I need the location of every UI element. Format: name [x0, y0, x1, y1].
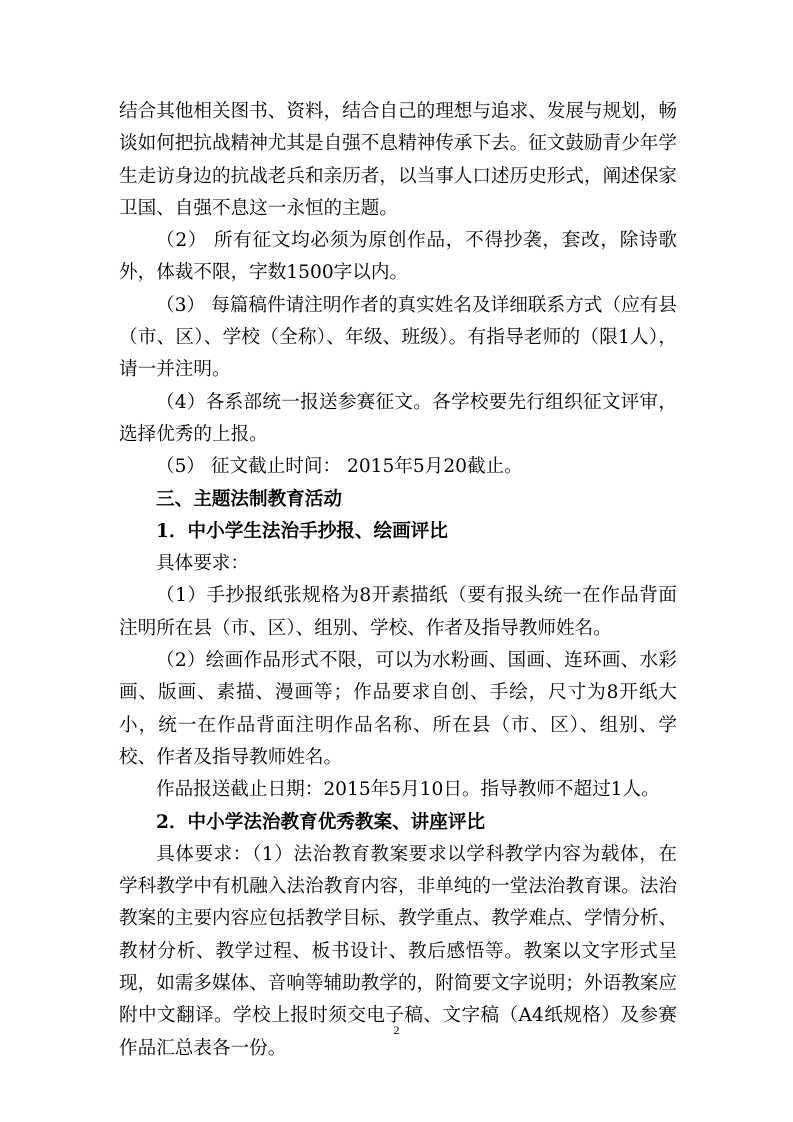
paragraph-continuation: 结合其他相关图书、资料，结合自己的理想与追求、发展与规划，畅谈如何把抗战精神尤其是自强不息精神传承下去。征文鼓励青少年学生走访身边的抗战老兵和亲历者，以当事人口述历史形式，阐述保家卫国、自强不息这一永恒的主题。 [119, 101, 677, 219]
paragraph-painting-spec: （2）绘画作品形式不限，可以为水粉画、国画、连环画、水彩画、版画、素描、漫画等；作品要求自创、手绘，尺寸为8开纸大小，统一在作品背面注明作品名称、所在县（市、区）、组别、学校、作者及指导教师姓名。 [119, 650, 677, 768]
subsection-heading-2: 2．中小学法治教育优秀教案、讲座评比 [156, 811, 486, 833]
paragraph-item-4: （4）各系部统一报送参赛征文。各学校要先行组织征文评审，选择优秀的上报。 [119, 391, 677, 445]
paragraph-item-3: （3） 每篇稿件请注明作者的真实姓名及详细联系方式（应有县（市、区）、学校（全称）、年级、班级）。有指导老师的（限1人），请一并注明。 [119, 294, 677, 381]
section-heading-3: 三、主题法制教育活动 [156, 488, 342, 510]
paragraph-handbill-spec: （1）手抄报纸张规格为8开素描纸（要有报头统一在作品背面注明所在县（市、区）、组别、学校、作者及指导教师姓名。 [119, 585, 677, 639]
paragraph-lesson-plan-spec: 具体要求：（1）法治教育教案要求以学科教学内容为载体，在学科教学中有机融入法治教育内容，非单纯的一堂法治教育课。法治教案的主要内容应包括教学目标、教学重点、教学难点、学情分析、教材分析、教学过程、板书设计、教后感悟等。教案以文字形式呈现，如需多媒体、音响等辅助教学的，附简要文字说明；外语教案应附中文翻译。学校上报时须交电子稿、文字稿（A4纸规格）及参赛作品汇总表各一份。 [119, 843, 677, 1059]
paragraph-item-5: （5） 征文截止时间： 2015年5月20截止。 [156, 456, 523, 478]
subsection-heading-1: 1．中小学生法治手抄报、绘画评比 [156, 520, 448, 542]
paragraph-item-2: （2） 所有征文均必须为原创作品，不得抄袭，套改，除诗歌外，体裁不限，字数1500字以内。 [119, 230, 677, 284]
body-text [119, 96, 677, 1065]
requirements-label: 具体要求： [156, 553, 249, 575]
paragraph-deadline: 作品报送截止日期：2015年5月10日。指导教师不超过1人。 [156, 779, 660, 801]
page-number: 2 [393, 1023, 400, 1037]
